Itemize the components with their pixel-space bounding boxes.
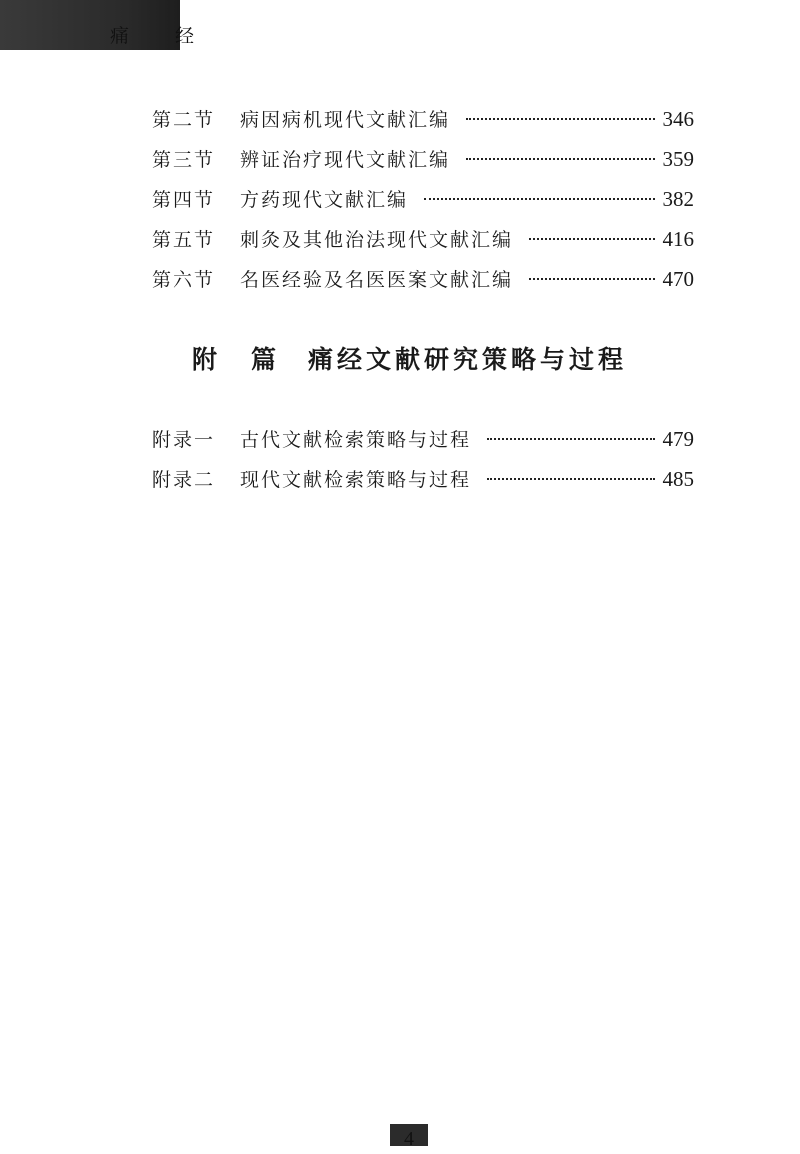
toc-appendix-number: 附录二 [152, 469, 216, 491]
dot-leader [466, 118, 654, 120]
toc-entry[interactable] [152, 265, 694, 291]
toc-page-number: 359 [662, 147, 694, 171]
page-number: 4 [390, 1124, 428, 1146]
toc-appendix-title: 古代文献检索策略与过程 [240, 429, 472, 451]
toc-page-number: 470 [662, 267, 694, 291]
toc-page-number: 485 [662, 467, 694, 491]
toc-entry[interactable] [152, 105, 694, 131]
toc-page-number: 479 [662, 427, 694, 451]
toc-section-title: 病因病机现代文献汇编 [240, 109, 451, 131]
toc-section-title: 辨证治疗现代文献汇编 [240, 149, 451, 171]
dot-leader [487, 478, 654, 480]
toc-section-title: 名医经验及名医医案文献汇编 [240, 269, 514, 291]
toc-page-number: 416 [662, 227, 694, 251]
dot-leader [529, 238, 654, 240]
dot-leader [466, 158, 654, 160]
toc-page-number: 346 [662, 107, 694, 131]
appendix-heading [192, 338, 627, 378]
toc-section-number: 第四节 [152, 189, 216, 211]
toc-section-title: 方药现代文献汇编 [240, 189, 409, 211]
toc-section-number: 第三节 [152, 149, 216, 171]
running-header-title: 痛 经 [110, 25, 215, 47]
dot-leader [487, 438, 654, 440]
toc-section-number: 第六节 [152, 269, 216, 291]
toc-entry[interactable] [152, 225, 694, 251]
toc-entry[interactable] [152, 145, 694, 171]
appendix-label: 附篇 [192, 345, 311, 374]
toc-section-number: 第二节 [152, 109, 216, 131]
dot-leader [424, 198, 654, 200]
toc-entry[interactable] [152, 185, 694, 211]
toc-entry[interactable] [152, 425, 694, 451]
toc-section-title: 刺灸及其他治法现代文献汇编 [240, 229, 514, 251]
toc-appendix-number: 附录一 [152, 429, 216, 451]
dot-leader [529, 278, 654, 280]
toc-appendix-title: 现代文献检索策略与过程 [240, 469, 472, 491]
toc-section-number: 第五节 [152, 229, 216, 251]
appendix-title: 痛经文献研究策略与过程 [308, 345, 628, 374]
toc-entry[interactable] [152, 465, 694, 491]
toc-page-number: 382 [662, 187, 694, 211]
